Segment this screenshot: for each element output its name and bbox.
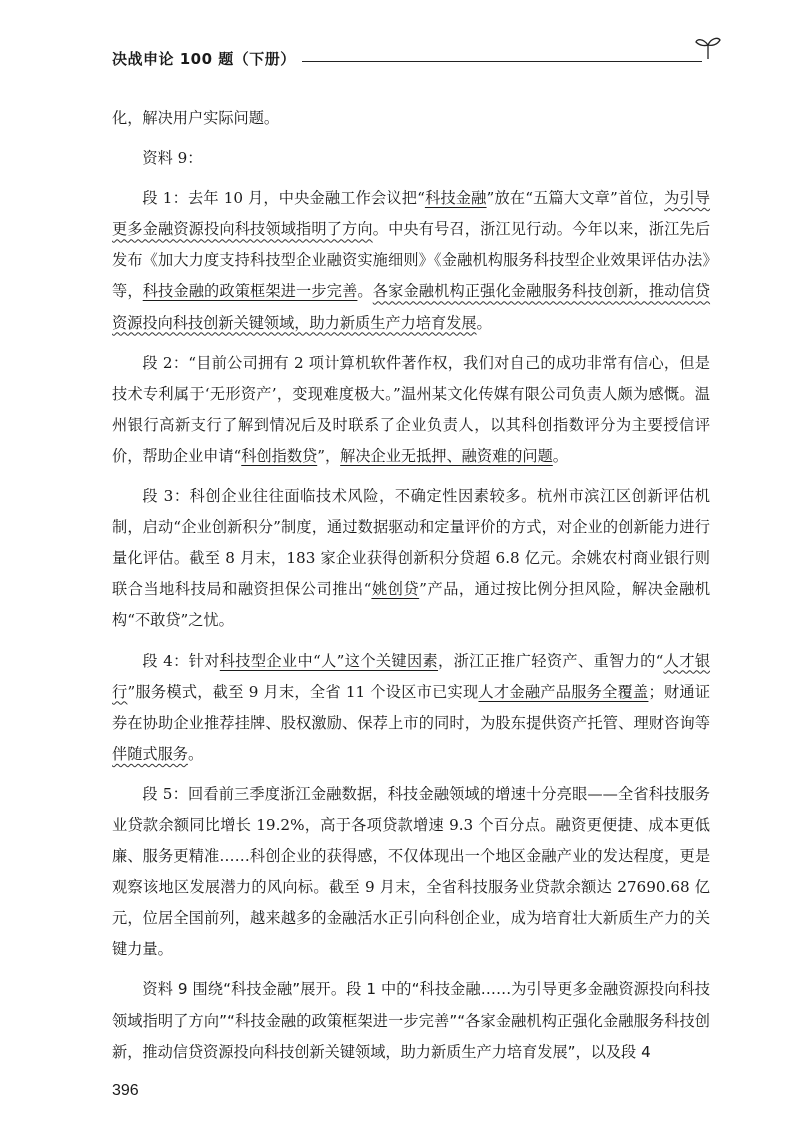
underlined-text: 姚创贷 xyxy=(371,580,420,599)
text-run: ”服务模式，截至 9 月末，全省 11 个设区市已实现 xyxy=(127,682,479,701)
underlined-text: 人才金融产品服务全覆盖 xyxy=(478,682,649,701)
paragraph-section-4 xyxy=(112,646,710,770)
wavy-underlined-text: 伴随式服务 xyxy=(112,744,188,763)
page-body xyxy=(112,103,710,1068)
text-run: 段 3：科创企业往往面临技术风险，不确定性因素较多。杭州市滨江区创新评估机制，启动“企业创新积分”制度，通过数据驱动和定量评价的方式，对企业的创新能力进行量化评估。截至 8 月末，183 家企业获得创新积分贷超 6.8 亿元。余姚农村商业银行则联合当地科技局和融资担保公司推出“ xyxy=(112,487,710,599)
wavy-underlined-text: 各家金融机构正强化金融服务科技创新，推动信贷资源投向科技创新关键领域，助力新质生产力培育发展 xyxy=(112,282,711,332)
text-run: ”放在“五篇大文章”首位， xyxy=(486,189,665,208)
text-run: ，浙江正推广轻资产、重智力的“ xyxy=(438,651,664,670)
paragraph-section-5 xyxy=(112,779,710,966)
text-run: 段 4：针对 xyxy=(142,651,220,670)
paragraph-section-1 xyxy=(112,183,710,338)
text-run: ；财通证券在协助企业推荐挂牌、股权激励、保荐上市的同时，为股东提供资产托管、理财咨询等 xyxy=(112,682,710,732)
text-run: ”， xyxy=(317,446,341,465)
text-run: 。中央有号召，浙江见行动。今年以来，浙江先后发布《加大力度支持科技型企业融资实施细则》《金融机构服务科技型企业效果评估办法》等， xyxy=(112,220,711,301)
wavy-underlined-text: 为引导更多金融资源投向科技领域指明了方向 xyxy=(112,189,711,239)
text-run: 。 xyxy=(187,744,204,763)
underlined-text: 科技金融 xyxy=(424,189,487,208)
running-header xyxy=(112,48,722,72)
text-run: 段 1：去年 10 月，中央金融工作会议把“ xyxy=(142,189,425,208)
text-run: 。 xyxy=(357,282,373,301)
text-run: ”产品，通过按比例分担风险，解决金融机构“不敢贷”之忧。 xyxy=(112,580,711,630)
underlined-text: 科创指数贷 xyxy=(241,446,318,465)
header-rule xyxy=(302,61,702,62)
text-run: 段 5：回看前三季度浙江金融数据，科技金融领域的增速十分亮眼——全省科技服务业贷款余额同比增长 19.2%，高于各项贷款增速 9.3 个百分点。融资更便捷、成本更低廉、服务更精准……科创企业的获得感，不仅体现出一个地区金融产业的发达程度，更是观察该地区发展潜力的风向标。截至 9 月末，全省科技服务业贷款余额达 27690.68 亿元，位居全国前列，越来越多的金融活水正引向科创企业，成为培育壮大新质生产力的关键力量。 xyxy=(112,784,710,959)
underlined-text: 解决企业无抵押、融资难的问题 xyxy=(340,446,553,465)
page-number: 396 xyxy=(112,1082,139,1099)
underlined-text: 科技金融的政策框架进一步完善 xyxy=(142,282,358,301)
sprout-icon xyxy=(694,34,722,60)
material-heading xyxy=(112,143,710,174)
wavy-underlined-text: 人才银行 xyxy=(112,651,711,701)
paragraph-continued xyxy=(112,103,710,134)
text-run: 段 2：“目前公司拥有 2 项计算机软件著作权，我们对自己的成功非常有信心，但是技术专利属于‘无形资产’，变现难度极大。”温州某文化传媒有限公司负责人颇为感慨。温州银行高新支行了解到情况后及时联系了企业负责人，以其科创指数评分为主要授信评价，帮助企业申请“ xyxy=(112,353,710,465)
underlined-text: 科技型企业中“人”这个关键因素 xyxy=(219,651,439,670)
paragraph-section-2 xyxy=(112,348,710,472)
text-run: 资料 9： xyxy=(142,149,203,168)
text-run: 。 xyxy=(476,313,492,332)
book-title: 决战申论 100 题（下册） xyxy=(112,48,302,69)
text-run: 资料 9 围绕“科技金融”展开。段 1 中的“科技金融……为引导更多金融资源投向科技领域指明了方向”“科技金融的政策框架进一步完善”“各家金融机构正强化金融服务科技创新，推动信贷资源投向科技创新关键领域，助力新质生产力培育发展”，以及段 4 xyxy=(112,980,710,1061)
paragraph-section-3 xyxy=(112,481,710,636)
analysis-paragraph xyxy=(112,974,710,1067)
text-run: 化，解决用户实际问题。 xyxy=(112,109,280,127)
text-run: 。 xyxy=(552,446,568,465)
